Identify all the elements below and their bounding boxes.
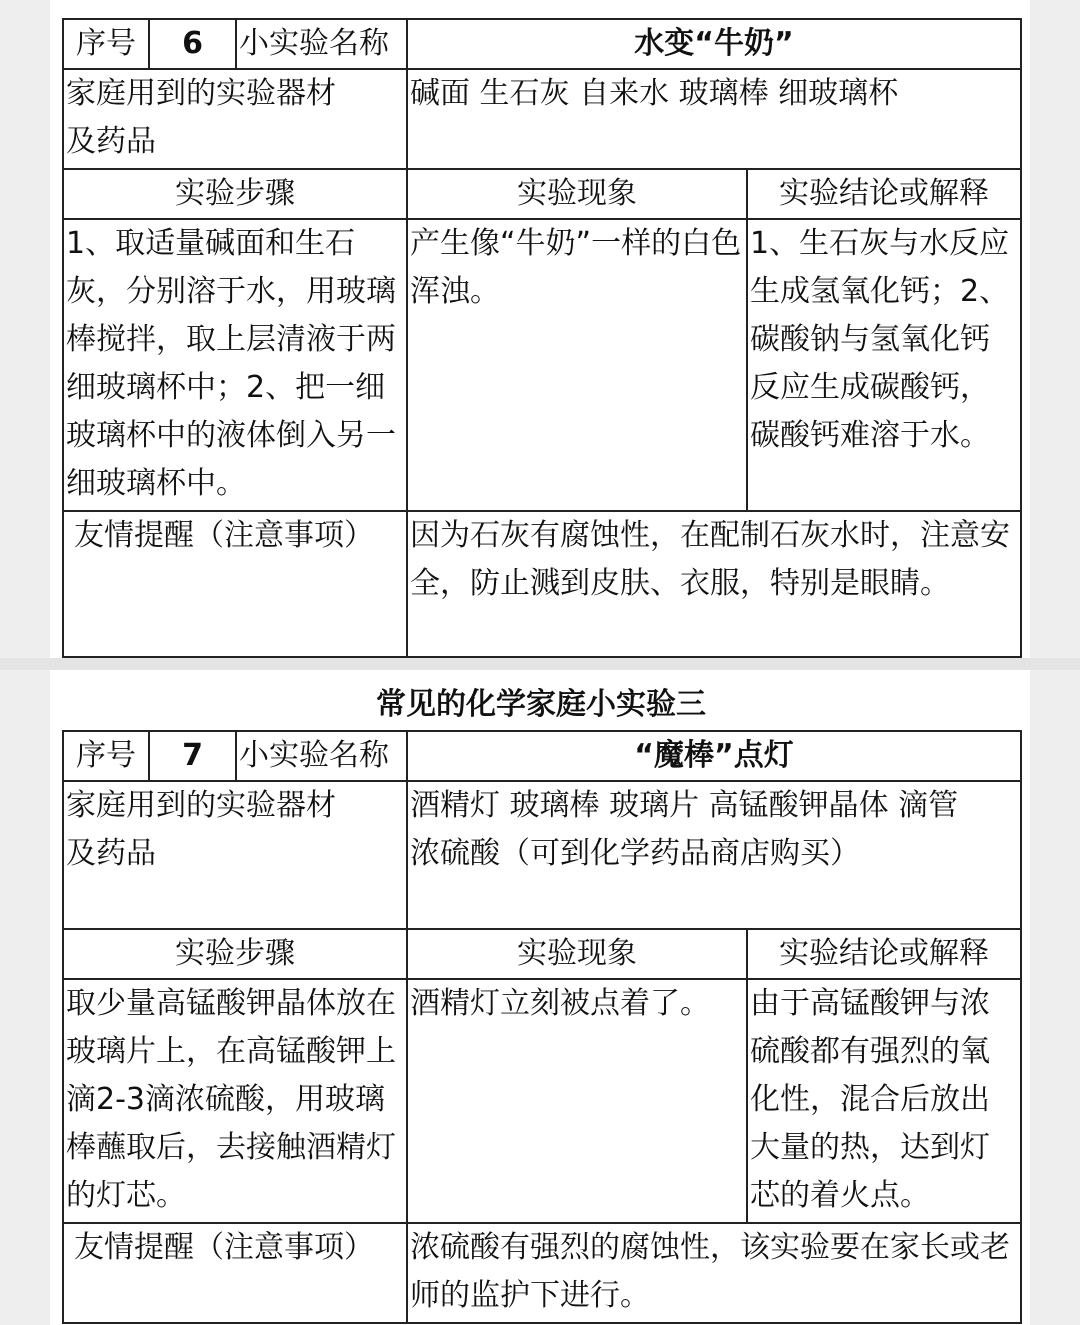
materials-label: 家庭用到的实验器材 及药品 xyxy=(63,69,407,169)
seq-value: 6 xyxy=(149,19,236,69)
reminder-label: 友情提醒（注意事项） xyxy=(63,511,407,657)
name-label: 小实验名称 xyxy=(236,731,407,781)
name-label: 小实验名称 xyxy=(236,19,407,69)
experiment-7-table xyxy=(62,730,1022,1324)
conclusion-text: 1、生石灰与水反应生成氢氧化钙；2、碳酸钠与氢氧化钙反应生成碳酸钙，碳酸钙难溶于水。 xyxy=(747,219,1021,511)
phenomenon-text: 酒精灯立刻被点着了。 xyxy=(407,979,747,1223)
phenomenon-header: 实验现象 xyxy=(407,169,747,219)
seq-value: 7 xyxy=(149,731,236,781)
page-gap xyxy=(0,658,1080,670)
section-title: 常见的化学家庭小实验三 xyxy=(376,687,706,722)
reminder-label: 友情提醒（注意事项） xyxy=(63,1223,407,1323)
conclusion-header: 实验结论或解释 xyxy=(747,169,1021,219)
steps-header: 实验步骤 xyxy=(63,929,407,979)
phenomenon-text: 产生像“牛奶”一样的白色浑浊。 xyxy=(407,219,747,511)
conclusion-header: 实验结论或解释 xyxy=(747,929,1021,979)
steps-text: 取少量高锰酸钾晶体放在玻璃片上，在高锰酸钾上滴2-3滴浓硫酸，用玻璃棒蘸取后，去接触酒精灯的灯芯。 xyxy=(63,979,407,1223)
seq-label: 序号 xyxy=(63,19,149,69)
experiment-name: “魔棒”点灯 xyxy=(407,731,1021,781)
experiment-name: 水变“牛奶” xyxy=(407,19,1021,69)
materials-label: 家庭用到的实验器材 及药品 xyxy=(63,781,407,929)
conclusion-text: 由于高锰酸钾与浓硫酸都有强烈的氧化性，混合后放出大量的热，达到灯芯的着火点。 xyxy=(747,979,1021,1223)
materials-value: 碱面 生石灰 自来水 玻璃棒 细玻璃杯 xyxy=(407,69,1021,169)
steps-header: 实验步骤 xyxy=(63,169,407,219)
materials-value: 酒精灯 玻璃棒 玻璃片 高锰酸钾晶体 滴管 浓硫酸（可到化学药品商店购买） xyxy=(407,781,1021,929)
steps-text: 1、取适量碱面和生石灰，分别溶于水，用玻璃棒搅拌，取上层清液于两细玻璃杯中；2、把一细玻璃杯中的液体倒入另一细玻璃杯中。 xyxy=(63,219,407,511)
reminder-text: 因为石灰有腐蚀性，在配制石灰水时，注意安全，防止溅到皮肤、衣服，特别是眼睛。 xyxy=(407,511,1021,657)
reminder-text: 浓硫酸有强烈的腐蚀性，该实验要在家长或老师的监护下进行。 xyxy=(407,1223,1021,1323)
experiment-6-table xyxy=(62,18,1022,658)
phenomenon-header: 实验现象 xyxy=(407,929,747,979)
seq-label: 序号 xyxy=(63,731,149,781)
